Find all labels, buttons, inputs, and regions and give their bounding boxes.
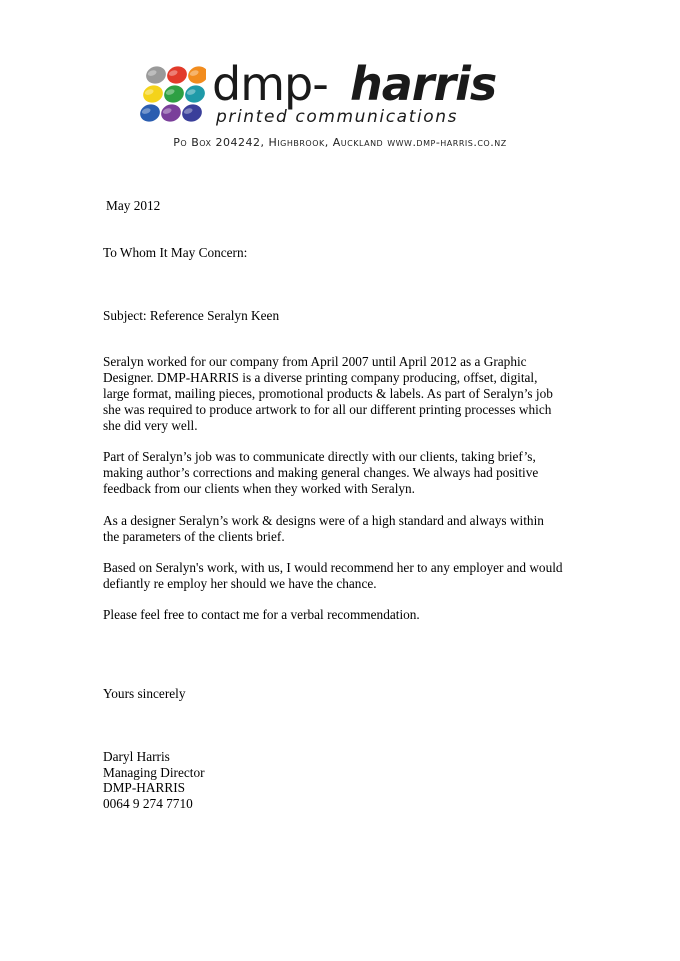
signatory-company: DMP-HARRIS	[103, 780, 186, 795]
paragraph-line: Designer. DMP-HARRIS is a diverse printing company producing, offset, digital,	[103, 370, 538, 385]
brand-name-second: harris	[350, 60, 497, 111]
paragraph-contact	[103, 607, 583, 623]
paragraph-recommendation	[103, 560, 583, 592]
signature-block	[103, 749, 205, 811]
company-logo	[136, 60, 546, 130]
paragraph-line: making author’s corrections and making general changes. We always had positive	[103, 465, 539, 480]
paragraph-line: she was required to produce artwork to for all our different printing processes which	[103, 402, 552, 417]
paragraph-line: feedback from our clients when they worked with Seralyn.	[103, 481, 416, 496]
paragraph-communication	[103, 449, 583, 497]
brand-tagline: printed communications	[216, 107, 459, 127]
letter-date: May 2012	[106, 198, 161, 213]
logo-dot	[180, 102, 204, 124]
logo-wordmark	[212, 60, 542, 130]
paragraph-line: she did very well.	[103, 418, 198, 433]
signatory-title: Managing Director	[103, 764, 205, 780]
paragraph-line: Part of Seralyn’s job was to communicate directly with our clients, taking brief’s,	[103, 449, 536, 464]
logo-dot	[159, 102, 183, 124]
logo-dot	[162, 83, 186, 105]
letter-subject: Subject: Reference Seralyn Keen	[103, 308, 280, 323]
logo-dot	[165, 65, 189, 86]
paragraph-line: defiantly re employ her should we have the chance.	[103, 576, 377, 591]
signatory-name: Daryl Harris	[103, 749, 170, 764]
paragraph-line: the parameters of the clients brief.	[103, 529, 285, 544]
letterhead	[0, 0, 680, 160]
paragraph-line: Seralyn worked for our company from April 2007 until April 2012 as a Graphic	[103, 354, 527, 369]
paragraph-design-quality	[103, 513, 583, 545]
logo-dot	[138, 102, 162, 124]
logo-dot	[141, 83, 165, 105]
paragraph-line: Based on Seralyn's work, with us, I would recommend her to any employer and would	[103, 560, 563, 575]
logo-dot	[144, 65, 168, 86]
logo-dot	[186, 65, 206, 86]
paragraph-line: As a designer Seralyn’s work & designs were of a high standard and always within	[103, 513, 544, 528]
letter-salutation: To Whom It May Concern:	[103, 245, 248, 260]
signatory-phone: 0064 9 274 7710	[103, 795, 193, 811]
paragraph-employment	[103, 354, 583, 434]
logo-dot	[183, 83, 206, 105]
paragraph-line: large format, mailing pieces, promotional products & labels. As part of Seralyn’s job	[103, 386, 553, 401]
brand-name-first: dmp-	[212, 60, 328, 111]
paragraph-line: Please feel free to contact me for a verbal recommendation.	[103, 607, 420, 622]
letter-closing: Yours sincerely	[103, 686, 186, 701]
company-address: Po Box 204242, Highbrook, Auckland www.dmp-harris.co.nz	[173, 136, 507, 149]
logo-dots-icon	[136, 65, 206, 125]
